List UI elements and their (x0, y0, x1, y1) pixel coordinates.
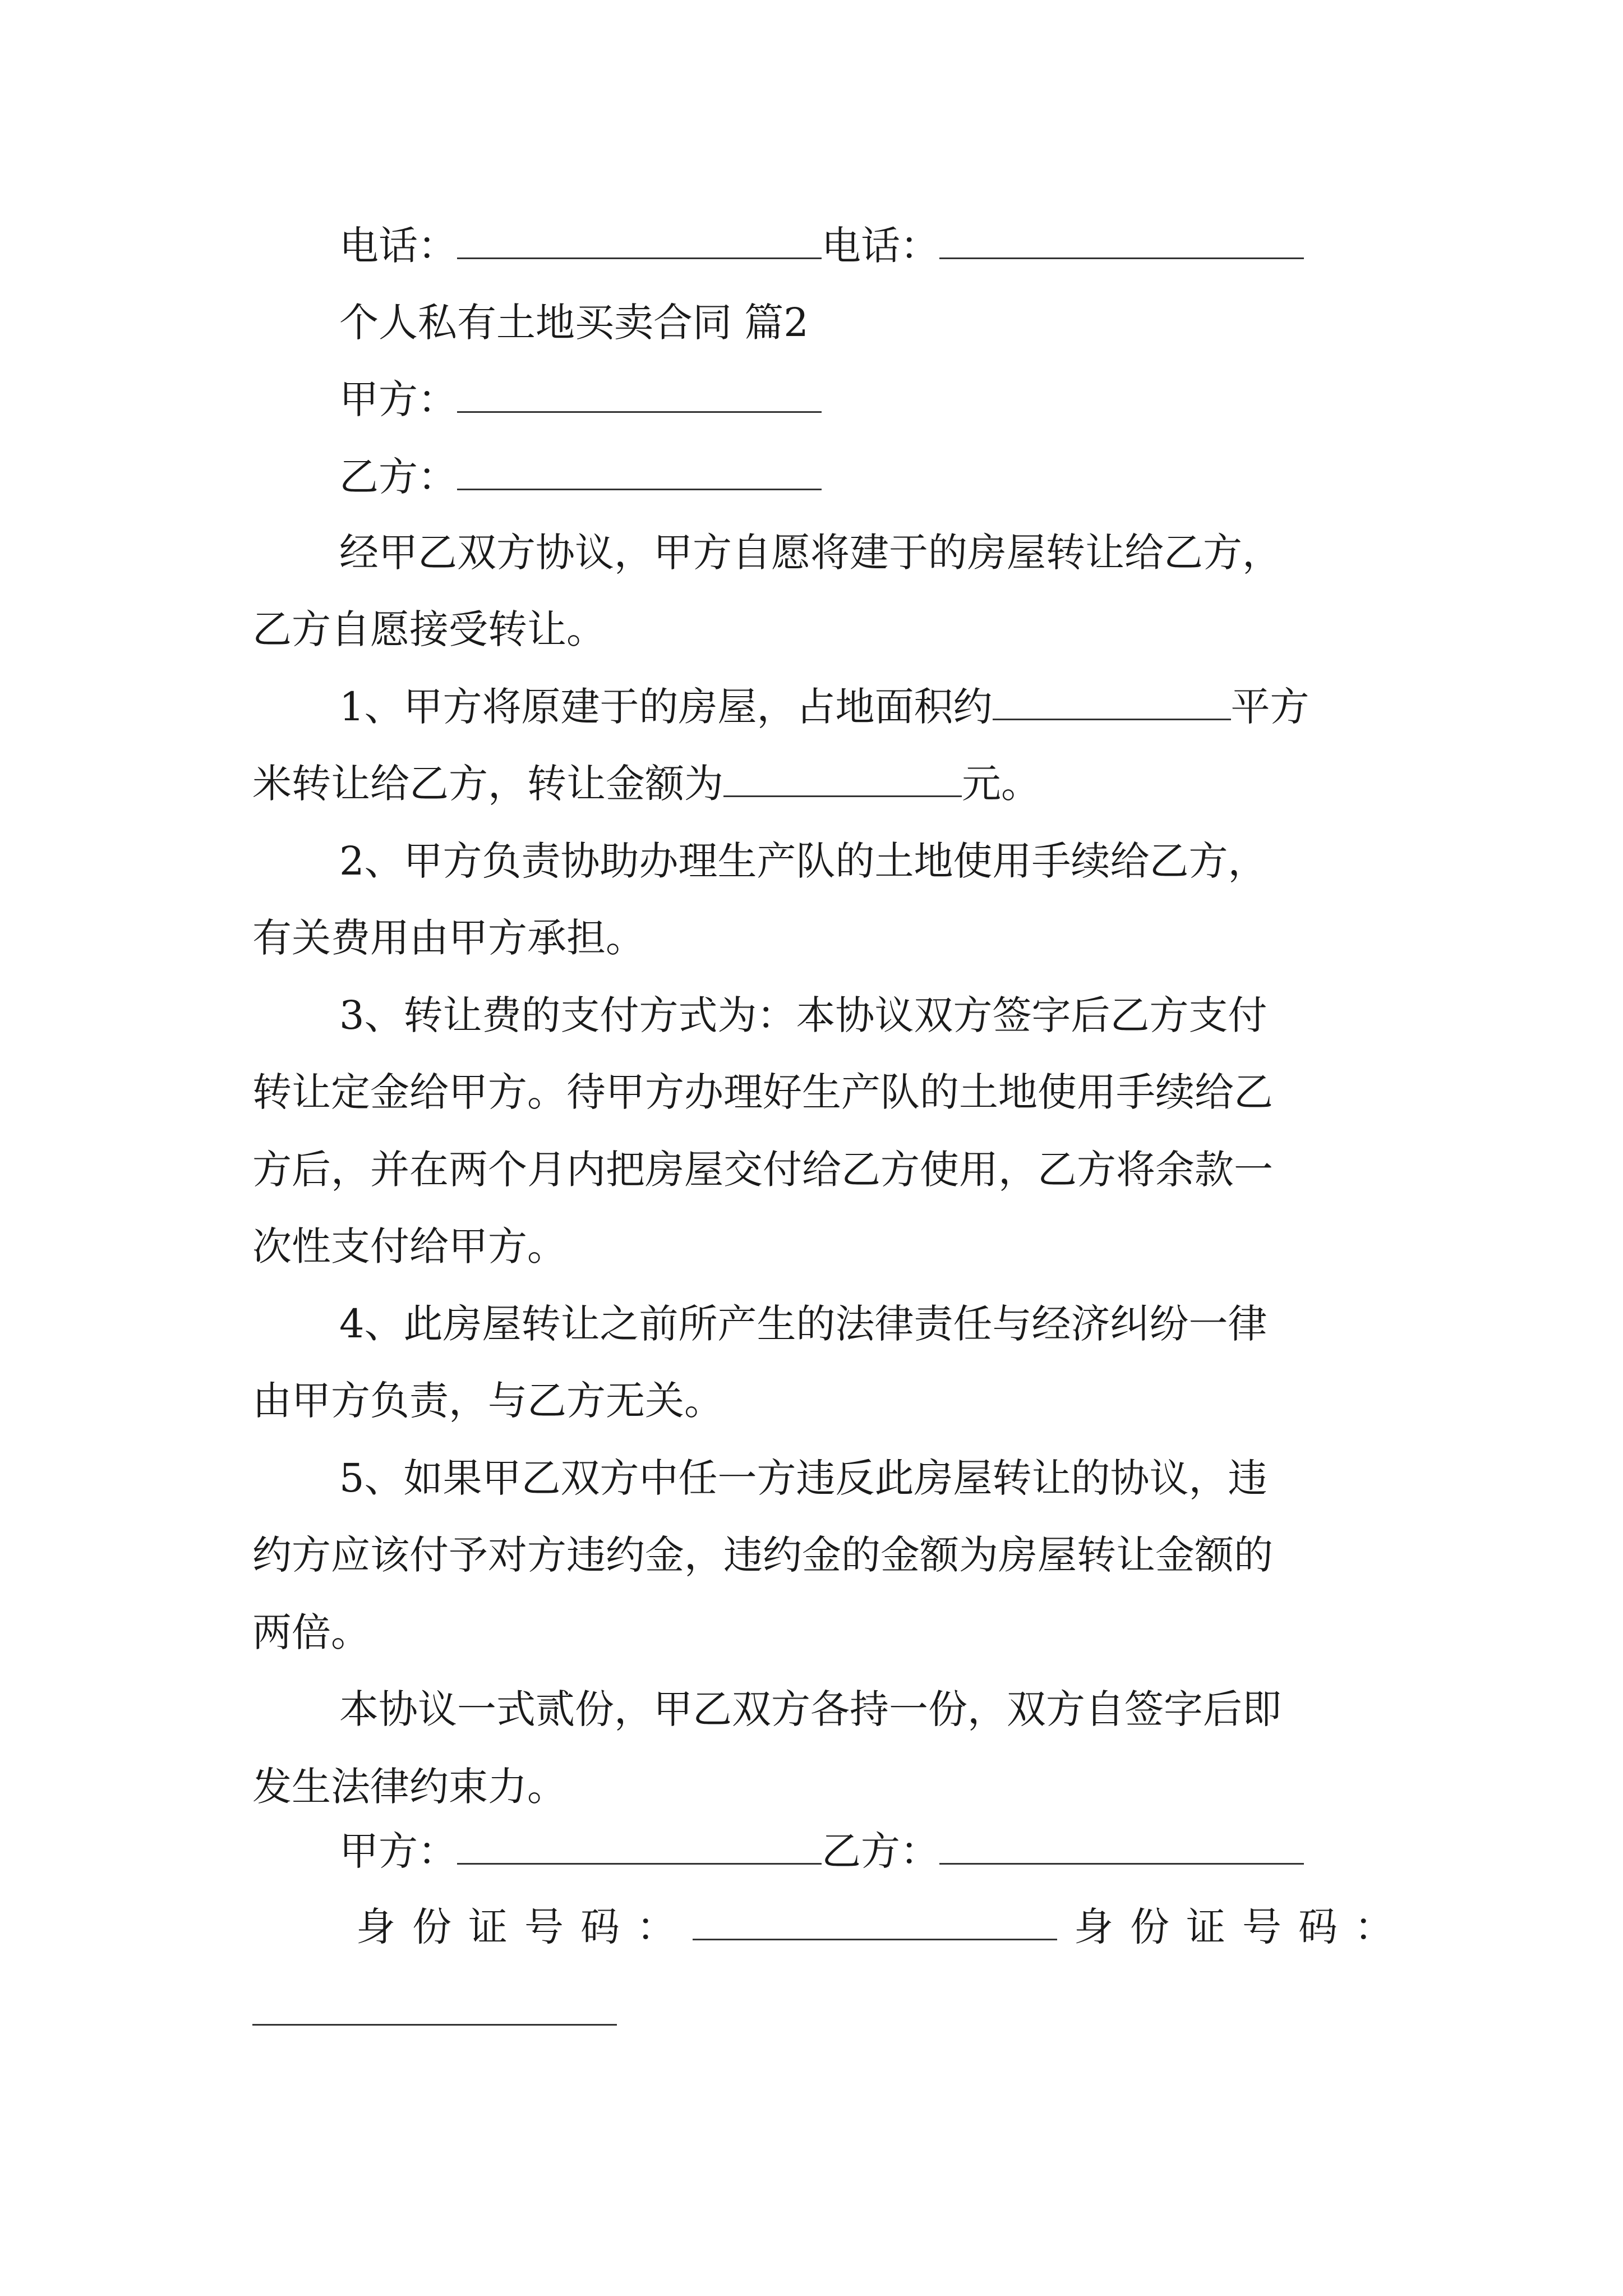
id-number-line (356, 1899, 1410, 1955)
phone-line (339, 218, 1304, 274)
sign-party-a-blank (457, 1828, 822, 1865)
party-a-label: 甲方： (339, 376, 457, 422)
clause-3-line-1: 3、转让费的支付方式为：本协议双方签字后乙方支付 (339, 992, 1267, 1038)
clause-3-line-4: 次性支付给甲方。 (252, 1223, 566, 1269)
closing-line-2: 发生法律约束力。 (252, 1764, 566, 1810)
party-a-blank (457, 376, 822, 413)
area-blank (993, 684, 1231, 720)
party-a-line (339, 371, 822, 427)
intro-line-2: 乙方自愿接受转让。 (252, 606, 606, 652)
clause-5-line-3: 两倍。 (252, 1609, 370, 1655)
clause-1-text-b: 平方 (1230, 684, 1310, 730)
party-b-label: 乙方： (339, 454, 457, 500)
clause-2-line-1: 2、甲方负责协助办理生产队的土地使用手续给乙方， (339, 838, 1267, 884)
phone-label-1: 电话： (339, 223, 457, 269)
closing-line-1: 本协议一式贰份，甲乙双方各持一份，双方自签字后即 (339, 1686, 1281, 1732)
section-title: 个人私有土地买卖合同 篇2 (339, 300, 809, 346)
clause-4-line-1: 4、此房屋转让之前所产生的法律责任与经济纠纷一律 (339, 1301, 1267, 1347)
clause-2-line-2: 有关费用由甲方承担。 (252, 915, 645, 961)
clause-1-line-2 (252, 756, 1040, 812)
id-label-1: 身份证号码： (356, 1904, 693, 1950)
amount-blank (723, 761, 962, 797)
clause-4-line-2: 由甲方负责，与乙方无关。 (252, 1378, 723, 1424)
clause-5-line-2: 约方应该付予对方违约金，违约金的金额为房屋转让金额的 (252, 1532, 1273, 1578)
phone-label-2: 电话： (822, 223, 939, 269)
id-blank-1 (693, 1904, 1057, 1940)
clause-5-line-1: 5、如果甲乙双方中任一方违反此房屋转让的协议，违 (339, 1455, 1267, 1501)
signature-line (339, 1823, 1304, 1879)
clause-1-text-a: 1、甲方将原建于的房屋，占地面积约 (339, 684, 993, 730)
intro-line-1: 经甲乙双方协议，甲方自愿将建于的房屋转让给乙方， (339, 530, 1281, 576)
clause-1-text-c: 米转让给乙方，转让金额为 (252, 761, 723, 807)
id-label-2: 身份证号码： (1074, 1904, 1410, 1950)
clause-3-line-2: 转让定金给甲方。待甲方办理好生产队的土地使用手续给乙 (252, 1069, 1273, 1115)
clause-1-line-1 (339, 679, 1310, 735)
party-b-blank (457, 454, 822, 490)
sign-party-b-label: 乙方： (822, 1828, 939, 1874)
id-blank-2 (252, 2024, 617, 2026)
sign-party-b-blank (939, 1828, 1304, 1865)
party-b-line (339, 449, 822, 505)
phone-blank-2 (939, 223, 1304, 259)
phone-blank-1 (457, 223, 822, 259)
clause-3-line-3: 方后，并在两个月内把房屋交付给乙方使用，乙方将余款一 (252, 1147, 1273, 1193)
sign-party-a-label: 甲方： (339, 1828, 457, 1874)
clause-1-text-d: 元。 (962, 761, 1040, 807)
